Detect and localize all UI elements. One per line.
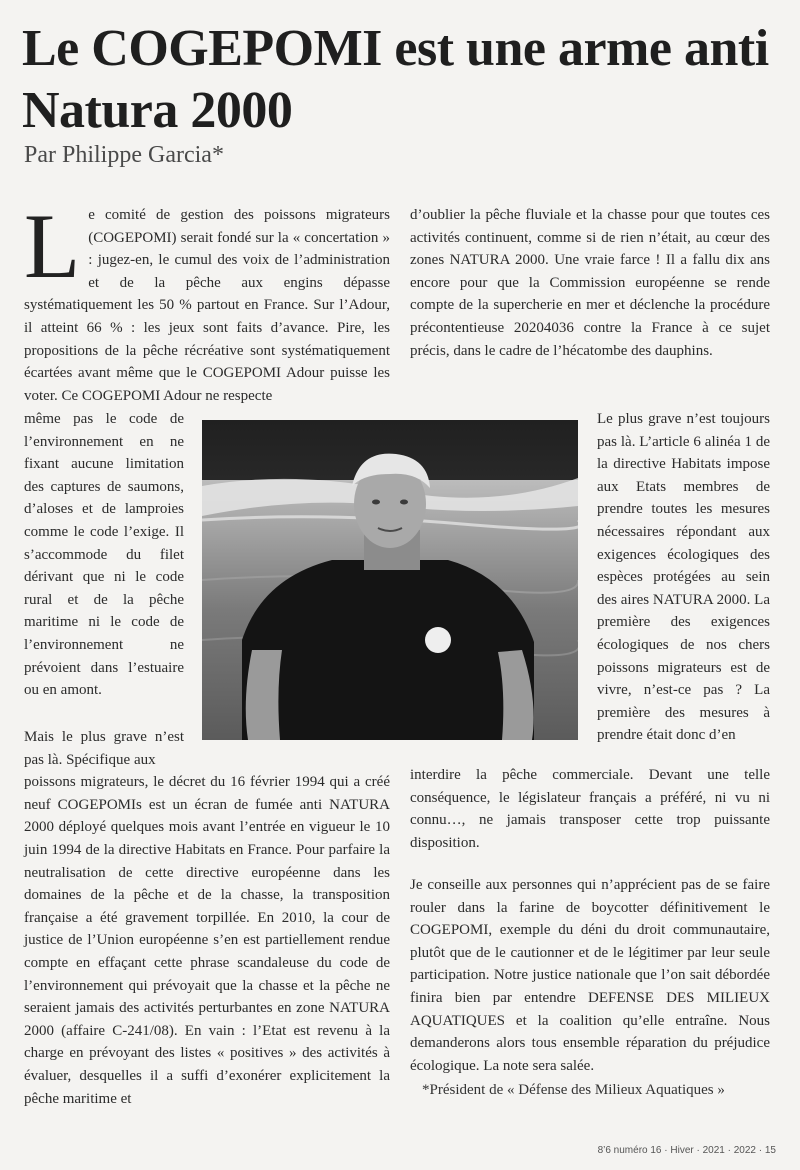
paragraph-conclusion-text: Je conseille aux personnes qui n’apprécient pas de se faire rouler dans la farine de boycotter définitivement le COGEPOMI, exemple du déni du droit communautaire, plutôt que de le cautionner et de le légitimer par leur seule participation. Notre justice nationale que l’on sait débordée finira bien par entendre DEFENSE DES MILIEUX AQUATIQUES et la coalition qu’elle entraîne. Nous demanderons alors tous ensemble réparation du préjudice écologique. La note sera salée. bbox=[410, 877, 770, 1074]
drop-cap: L bbox=[24, 195, 81, 297]
paragraph-directive-rest bbox=[410, 764, 770, 854]
page-footer: 8’6 numéro 16 · Hiver · 2021 · 2022 · 15 bbox=[597, 1145, 776, 1156]
paragraph-decree-narrow: Mais le plus grave n’est pas là. Spécifique aux bbox=[24, 729, 184, 768]
paragraph-decree-text: poissons migrateurs, le décret du 16 février 1994 qui a créé neuf COGEPOMIs est un écran de fumée anti NATURA 2000 déployé quelques mois avant l’entrée en vigueur le 10 juin 1994 de la directive Habitats en France. Pour parfaire la neutralisation de cette directive européenne dans les domaines de la pêche et de la chasse, la transposition française a été gravement torpillée. En 2010, la cour de justice de l’Union européenne s’en est partiellement rendue compte en effaçant cette phrase scandaleuse du code de l’environnement qui prévoyait que la chasse et la pêche ne seraient jamais des activités perturbantes en zone NATURA 2000 (affaire C-241/08). En vain : l’Etat est revenu à la charge en prévoyant des listes « positives » des activités à évaluer, desquelles il a suffi d’exonérer explicitement la pêche maritime et bbox=[24, 774, 390, 1107]
article-title: Le COGEPOMI est une arme anti Natura 2000 bbox=[22, 20, 769, 139]
paragraph-intro-text: e comité de gestion des poissons migrateurs (COGEPOMI) serait fondé sur la « concertation » : jugez-en, le cumul des voix de l’administration et de la pêche aux engins dépasse systématiquement les 50 % partout en France. Sur l’Adour, il atteint 66 % : les jeux sont faits d’avance. Pire, les propositions de la pêche récréative sont systématiquement écartées avant même que le COGEPOMI Adour puisse les voter. Ce COGEPOMI Adour ne respecte bbox=[24, 207, 390, 404]
paragraph-decree bbox=[24, 726, 390, 1110]
paragraph-directive-narrow: Le plus grave n’est toujours pas là. L’article 6 alinéa 1 de la directive Habitats impose aux Etats membres de prendre toutes les mesures nécessaires répondant aux exigences écologiques des espèces protégées au sein des aires NATURA 2000. La première des exigences écologiques de nos chers poissons migrateurs est de vivre, n’est-ce pas ? La première des mesures à prendre était donc d’en bbox=[597, 411, 770, 744]
paragraph-intro bbox=[24, 195, 390, 407]
portrait-illustration bbox=[202, 420, 578, 740]
article-byline: Par Philippe Garcia* bbox=[24, 142, 224, 168]
author-footnote: *Président de « Défense des Milieux Aquatiques » bbox=[422, 1082, 725, 1098]
paragraph-continuation bbox=[410, 204, 770, 362]
narrow-column-right bbox=[597, 408, 770, 747]
portrait-photo bbox=[202, 420, 578, 740]
paragraph-intro-narrow: même pas le code de l’environnement en ne fixant aucune limitation des captures de saumons, d’aloses et de lamproies comme le code l’exige. Il s’accommode du filet dérivant que ni le code rural et de la pêche maritime ni le code de l’environnement ne prévoient dans l’estuaire ou en amont. bbox=[24, 411, 184, 699]
paragraph-conclusion bbox=[410, 874, 770, 1077]
paragraph-directive-rest-text: interdire la pêche commerciale. Devant une telle conséquence, le législateur français a préféré, ni vu ni connu…, ne jamais transposer cette trop puissante disposition. bbox=[410, 767, 770, 851]
narrow-column-left bbox=[24, 408, 184, 702]
paragraph-continuation-text: d’oublier la pêche fluviale et la chasse pour que toutes ces activités continuent, comme si de rien n’était, au cœur des zones NATURA 2000. Une vraie farce ! Il a fallu dix ans encore pour que la Commission européenne se rende compte de la supercherie en mer et déclenche la procédure précontentieuse 20204036 contre la France à ce sujet précis, dans le cadre de l’hécatombe des dauphins. bbox=[410, 207, 770, 359]
